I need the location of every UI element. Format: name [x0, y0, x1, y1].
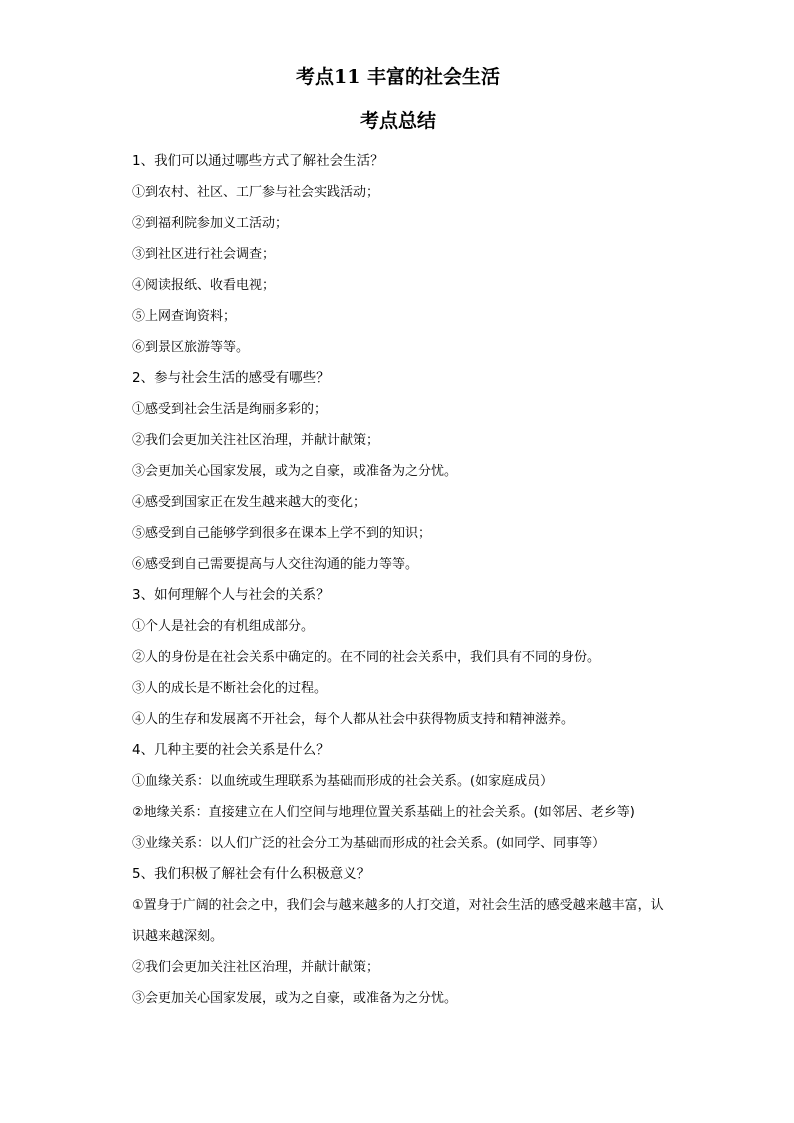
- question-1: 1、我们可以通过哪些方式了解社会生活？: [132, 153, 384, 169]
- answer-item: ③人的成长是不断社会化的过程。: [132, 681, 328, 696]
- section-2: [132, 363, 664, 580]
- answer-item: ④人的生存和发展离不开社会，每个人都从社会中获得物质支持和精神滋养。: [132, 712, 575, 727]
- question-3: 3、如何理解个人与社会的关系？: [132, 587, 330, 603]
- answer-item: ①置身于广阔的社会之中，我们会与越来越多的人打交道，对社会生活的感受越来越丰富，认识越来越深刻。: [132, 898, 664, 944]
- answer-item: ③业缘关系：以人们广泛的社会分工为基础而形成的社会关系。(如同学、同事等）: [132, 836, 606, 851]
- document-title: 考点11 丰富的社会生活: [295, 66, 501, 88]
- answer-item: ②我们会更加关注社区治理，并献计献策；: [132, 960, 380, 975]
- section-3: [132, 580, 664, 735]
- section-1: [132, 146, 664, 363]
- answer-item: ①个人是社会的有机组成部分。: [132, 619, 315, 634]
- answer-item: ①感受到社会生活是绚丽多彩的；: [132, 402, 328, 417]
- answer-item: ④阅读报纸、收看电视；: [132, 278, 276, 293]
- document-subtitle: 考点总结: [359, 110, 436, 132]
- answer-item: ①到农村、社区、工厂参与社会实践活动；: [132, 185, 380, 200]
- answer-item: ①血缘关系：以血统或生理联系为基础而形成的社会关系。(如家庭成员）: [132, 774, 554, 789]
- answer-item: ②我们会更加关注社区治理，并献计献策；: [132, 433, 380, 448]
- section-4: [132, 735, 664, 859]
- question-2: 2、参与社会生活的感受有哪些？: [132, 370, 330, 386]
- question-5: 5、我们积极了解社会有什么积极意义？: [132, 866, 371, 882]
- section-5: [132, 859, 664, 1014]
- answer-item: ③会更加关心国家发展，或为之自豪，或准备为之分忧。: [132, 464, 458, 479]
- answer-item: ②地缘关系：直接建立在人们空间与地理位置关系基础上的社会关系。(如邻居、老乡等): [132, 805, 635, 820]
- answer-item: ⑤感受到自己能够学到很多在课本上学不到的知识；: [132, 526, 432, 541]
- document-page: [132, 62, 664, 1014]
- answer-item: ②人的身份是在社会关系中确定的。在不同的社会关系中，我们具有不同的身份。: [132, 650, 601, 665]
- answer-item: ⑤上网查询资料；: [132, 309, 237, 324]
- question-4: 4、几种主要的社会关系是什么？: [132, 742, 330, 758]
- answer-item: ④感受到国家正在发生越来越大的变化；: [132, 495, 367, 510]
- answer-item: ③到社区进行社会调查；: [132, 247, 276, 262]
- answer-item: ⑥到景区旅游等等。: [132, 340, 250, 355]
- answer-item: ⑥感受到自己需要提高与人交往沟通的能力等等。: [132, 557, 419, 572]
- answer-item: ③会更加关心国家发展，或为之自豪，或准备为之分忧。: [132, 991, 458, 1006]
- answer-item: ②到福利院参加义工活动；: [132, 216, 289, 231]
